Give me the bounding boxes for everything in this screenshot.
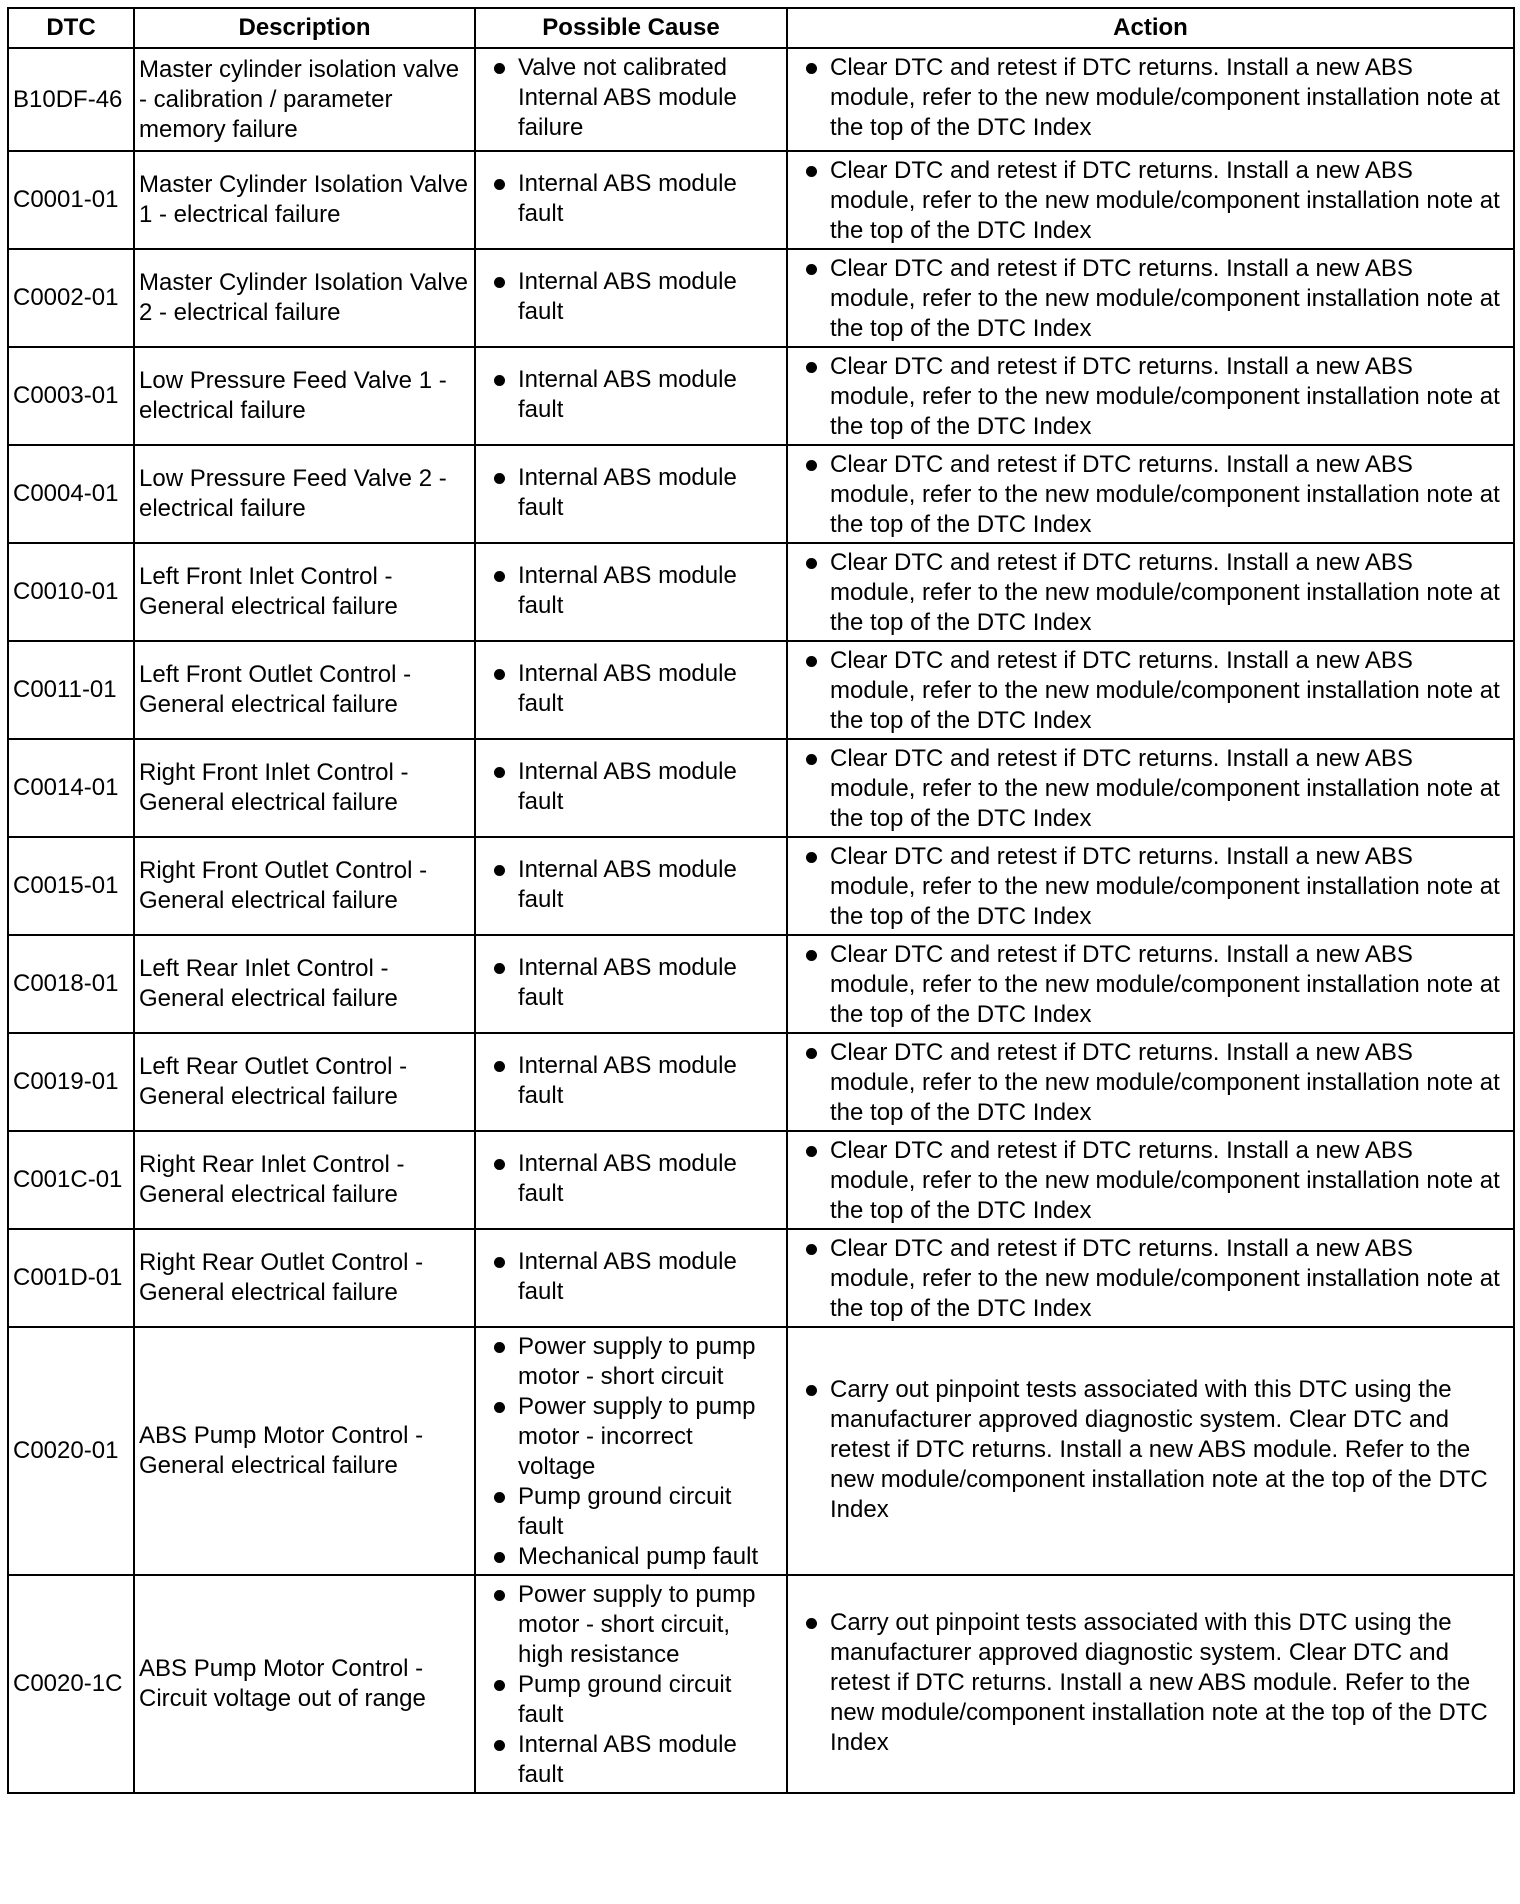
cause-text: Internal ABS module fault (518, 1052, 737, 1109)
action-text: Clear DTC and retest if DTC returns. Install a new ABS module, refer to the new module/component installation note at the top of the DTC Index (830, 255, 1500, 342)
action-text: Clear DTC and retest if DTC returns. Install a new ABS module, refer to the new module/component installation note at the top of the DTC Index (830, 745, 1500, 832)
action-text: Clear DTC and retest if DTC returns. Install a new ABS module, refer to the new module/component installation note at the top of the DTC Index (830, 941, 1500, 1028)
table-row (8, 1131, 1514, 1229)
table-row (8, 249, 1514, 347)
cause-list (480, 855, 782, 915)
cause-list (480, 1580, 782, 1790)
table-row (8, 48, 1514, 151)
action-cell (787, 1131, 1514, 1229)
action-list (792, 744, 1509, 834)
action-text: Clear DTC and retest if DTC returns. Install a new ABS module, refer to the new module/component installation note at the top of the DTC Index (830, 157, 1500, 244)
action-text: Clear DTC and retest if DTC returns. Install a new ABS module, refer to the new module/component installation note at the top of the DTC Index (830, 1039, 1500, 1126)
cause-item (480, 1051, 782, 1111)
dtc-code: C0020-1C (8, 1575, 134, 1793)
action-cell (787, 249, 1514, 347)
action-list (792, 1234, 1509, 1324)
table-row (8, 1033, 1514, 1131)
cause-text: Power supply to pump motor - incorrect voltage (518, 1393, 756, 1480)
cause-item (480, 659, 782, 719)
cause-text: Internal ABS module fault (518, 660, 737, 717)
dtc-code: C0014-01 (8, 739, 134, 837)
action-item (792, 1038, 1509, 1128)
action-list (792, 1038, 1509, 1128)
table-row (8, 641, 1514, 739)
cause-text: Internal ABS module fault (518, 1248, 737, 1305)
possible-cause-cell (475, 935, 787, 1033)
possible-cause-cell (475, 1575, 787, 1793)
cause-text: Internal ABS module fault (518, 1731, 737, 1788)
dtc-description: Right Front Outlet Control - General electrical failure (134, 837, 475, 935)
cause-item (480, 1332, 782, 1392)
action-cell (787, 1229, 1514, 1327)
cause-text: Power supply to pump motor - short circuit, high resistance (518, 1581, 756, 1668)
dtc-code: C0002-01 (8, 249, 134, 347)
cause-text: Internal ABS module fault (518, 170, 737, 227)
action-text: Clear DTC and retest if DTC returns. Install a new ABS module, refer to the new module/component installation note at the top of the DTC Index (830, 843, 1500, 930)
cause-item (480, 1542, 782, 1572)
cause-text: Valve not calibrated Internal ABS module failure (518, 54, 737, 141)
action-item (792, 53, 1509, 143)
action-list (792, 842, 1509, 932)
possible-cause-cell (475, 1229, 787, 1327)
dtc-code: C0020-01 (8, 1327, 134, 1575)
cause-item (480, 267, 782, 327)
action-text: Carry out pinpoint tests associated with this DTC using the manufacturer approved diagnostic system. Clear DTC and retest if DTC returns. Install a new ABS module. Refer to the new module/component installation note at the top of the DTC Index (830, 1376, 1488, 1523)
action-cell (787, 739, 1514, 837)
cause-list (480, 1149, 782, 1209)
possible-cause-cell (475, 1033, 787, 1131)
action-text: Clear DTC and retest if DTC returns. Install a new ABS module, refer to the new module/component installation note at the top of the DTC Index (830, 353, 1500, 440)
dtc-code: C0010-01 (8, 543, 134, 641)
table-row (8, 935, 1514, 1033)
possible-cause-cell (475, 249, 787, 347)
cause-item (480, 463, 782, 523)
action-item (792, 254, 1509, 344)
action-list (792, 1136, 1509, 1226)
dtc-code: C001D-01 (8, 1229, 134, 1327)
action-list (792, 53, 1509, 143)
cause-text: Pump ground circuit fault (518, 1671, 732, 1728)
action-cell (787, 935, 1514, 1033)
cause-list (480, 953, 782, 1013)
possible-cause-cell (475, 837, 787, 935)
action-item (792, 842, 1509, 932)
table-row (8, 1327, 1514, 1575)
action-item (792, 1375, 1509, 1525)
dtc-code: C0015-01 (8, 837, 134, 935)
cause-list (480, 561, 782, 621)
action-item (792, 1136, 1509, 1226)
dtc-description: Left Front Inlet Control - General electrical failure (134, 543, 475, 641)
possible-cause-cell (475, 739, 787, 837)
action-text: Carry out pinpoint tests associated with this DTC using the manufacturer approved diagnostic system. Clear DTC and retest if DTC returns. Install a new ABS module. Refer to the new module/component installation note at the top of the DTC Index (830, 1609, 1488, 1756)
cause-text: Internal ABS module fault (518, 758, 737, 815)
possible-cause-cell (475, 1327, 787, 1575)
cause-item (480, 1247, 782, 1307)
table-row (8, 543, 1514, 641)
dtc-table (7, 7, 1515, 1794)
dtc-description: Left Rear Outlet Control - General electrical failure (134, 1033, 475, 1131)
action-cell (787, 445, 1514, 543)
action-list (792, 254, 1509, 344)
table-row (8, 151, 1514, 249)
action-text: Clear DTC and retest if DTC returns. Install a new ABS module, refer to the new module/component installation note at the top of the DTC Index (830, 54, 1500, 141)
action-list (792, 352, 1509, 442)
dtc-code: C0004-01 (8, 445, 134, 543)
cause-list (480, 365, 782, 425)
table-row (8, 445, 1514, 543)
cause-text: Internal ABS module fault (518, 366, 737, 423)
cause-list (480, 267, 782, 327)
cause-text: Internal ABS module fault (518, 1150, 737, 1207)
dtc-code: C0001-01 (8, 151, 134, 249)
dtc-code: B10DF-46 (8, 48, 134, 151)
table-header-row (8, 8, 1514, 48)
action-item (792, 352, 1509, 442)
header-possible-cause: Possible Cause (475, 8, 787, 48)
dtc-description: Right Front Inlet Control - General electrical failure (134, 739, 475, 837)
table-body (8, 48, 1514, 1793)
action-cell (787, 347, 1514, 445)
dtc-description: Right Rear Outlet Control - General electrical failure (134, 1229, 475, 1327)
cause-item (480, 1730, 782, 1790)
cause-text: Internal ABS module fault (518, 954, 737, 1011)
dtc-code: C0003-01 (8, 347, 134, 445)
header-description: Description (134, 8, 475, 48)
action-cell (787, 837, 1514, 935)
action-cell (787, 1327, 1514, 1575)
dtc-description: Low Pressure Feed Valve 2 - electrical failure (134, 445, 475, 543)
table-row (8, 739, 1514, 837)
action-item (792, 646, 1509, 736)
cause-item (480, 953, 782, 1013)
cause-item (480, 1392, 782, 1482)
possible-cause-cell (475, 641, 787, 739)
cause-text: Power supply to pump motor - short circuit (518, 1333, 756, 1390)
dtc-code: C0011-01 (8, 641, 134, 739)
cause-item (480, 53, 782, 143)
cause-list (480, 757, 782, 817)
dtc-description: ABS Pump Motor Control - Circuit voltage out of range (134, 1575, 475, 1793)
possible-cause-cell (475, 48, 787, 151)
cause-text: Internal ABS module fault (518, 268, 737, 325)
cause-item (480, 561, 782, 621)
cause-text: Internal ABS module fault (518, 464, 737, 521)
cause-item (480, 365, 782, 425)
action-list (792, 156, 1509, 246)
action-item (792, 1608, 1509, 1758)
action-list (792, 646, 1509, 736)
action-list (792, 1375, 1509, 1525)
cause-item (480, 1580, 782, 1670)
action-text: Clear DTC and retest if DTC returns. Install a new ABS module, refer to the new module/component installation note at the top of the DTC Index (830, 549, 1500, 636)
action-cell (787, 543, 1514, 641)
dtc-description: Master Cylinder Isolation Valve 2 - electrical failure (134, 249, 475, 347)
table-row (8, 347, 1514, 445)
cause-list (480, 463, 782, 523)
action-item (792, 940, 1509, 1030)
cause-item (480, 855, 782, 915)
action-cell (787, 641, 1514, 739)
action-text: Clear DTC and retest if DTC returns. Install a new ABS module, refer to the new module/component installation note at the top of the DTC Index (830, 1235, 1500, 1322)
cause-list (480, 659, 782, 719)
possible-cause-cell (475, 1131, 787, 1229)
cause-list (480, 53, 782, 143)
action-item (792, 744, 1509, 834)
cause-list (480, 169, 782, 229)
cause-text: Internal ABS module fault (518, 562, 737, 619)
cause-text: Pump ground circuit fault (518, 1483, 732, 1540)
dtc-code: C0019-01 (8, 1033, 134, 1131)
action-item (792, 156, 1509, 246)
table-row (8, 1575, 1514, 1793)
possible-cause-cell (475, 543, 787, 641)
dtc-description: ABS Pump Motor Control - General electrical failure (134, 1327, 475, 1575)
action-list (792, 548, 1509, 638)
possible-cause-cell (475, 347, 787, 445)
cause-item (480, 1482, 782, 1542)
dtc-description: Master cylinder isolation valve - calibration / parameter memory failure (134, 48, 475, 151)
cause-item (480, 1149, 782, 1209)
action-text: Clear DTC and retest if DTC returns. Install a new ABS module, refer to the new module/component installation note at the top of the DTC Index (830, 1137, 1500, 1224)
dtc-description: Master Cylinder Isolation Valve 1 - electrical failure (134, 151, 475, 249)
possible-cause-cell (475, 445, 787, 543)
action-cell (787, 151, 1514, 249)
action-item (792, 1234, 1509, 1324)
action-text: Clear DTC and retest if DTC returns. Install a new ABS module, refer to the new module/component installation note at the top of the DTC Index (830, 451, 1500, 538)
header-action: Action (787, 8, 1514, 48)
action-text: Clear DTC and retest if DTC returns. Install a new ABS module, refer to the new module/component installation note at the top of the DTC Index (830, 647, 1500, 734)
cause-text: Internal ABS module fault (518, 856, 737, 913)
action-item (792, 450, 1509, 540)
cause-list (480, 1051, 782, 1111)
cause-item (480, 757, 782, 817)
dtc-description: Left Rear Inlet Control - General electrical failure (134, 935, 475, 1033)
table-row (8, 1229, 1514, 1327)
cause-list (480, 1247, 782, 1307)
action-cell (787, 1575, 1514, 1793)
action-item (792, 548, 1509, 638)
cause-item (480, 1670, 782, 1730)
action-list (792, 1608, 1509, 1758)
dtc-description: Low Pressure Feed Valve 1 - electrical failure (134, 347, 475, 445)
action-cell (787, 48, 1514, 151)
action-list (792, 940, 1509, 1030)
header-dtc: DTC (8, 8, 134, 48)
possible-cause-cell (475, 151, 787, 249)
dtc-code: C0018-01 (8, 935, 134, 1033)
cause-text: Mechanical pump fault (518, 1543, 759, 1570)
action-list (792, 450, 1509, 540)
table-row (8, 837, 1514, 935)
dtc-code: C001C-01 (8, 1131, 134, 1229)
dtc-description: Right Rear Inlet Control - General electrical failure (134, 1131, 475, 1229)
cause-list (480, 1332, 782, 1572)
cause-item (480, 169, 782, 229)
dtc-description: Left Front Outlet Control - General electrical failure (134, 641, 475, 739)
action-cell (787, 1033, 1514, 1131)
